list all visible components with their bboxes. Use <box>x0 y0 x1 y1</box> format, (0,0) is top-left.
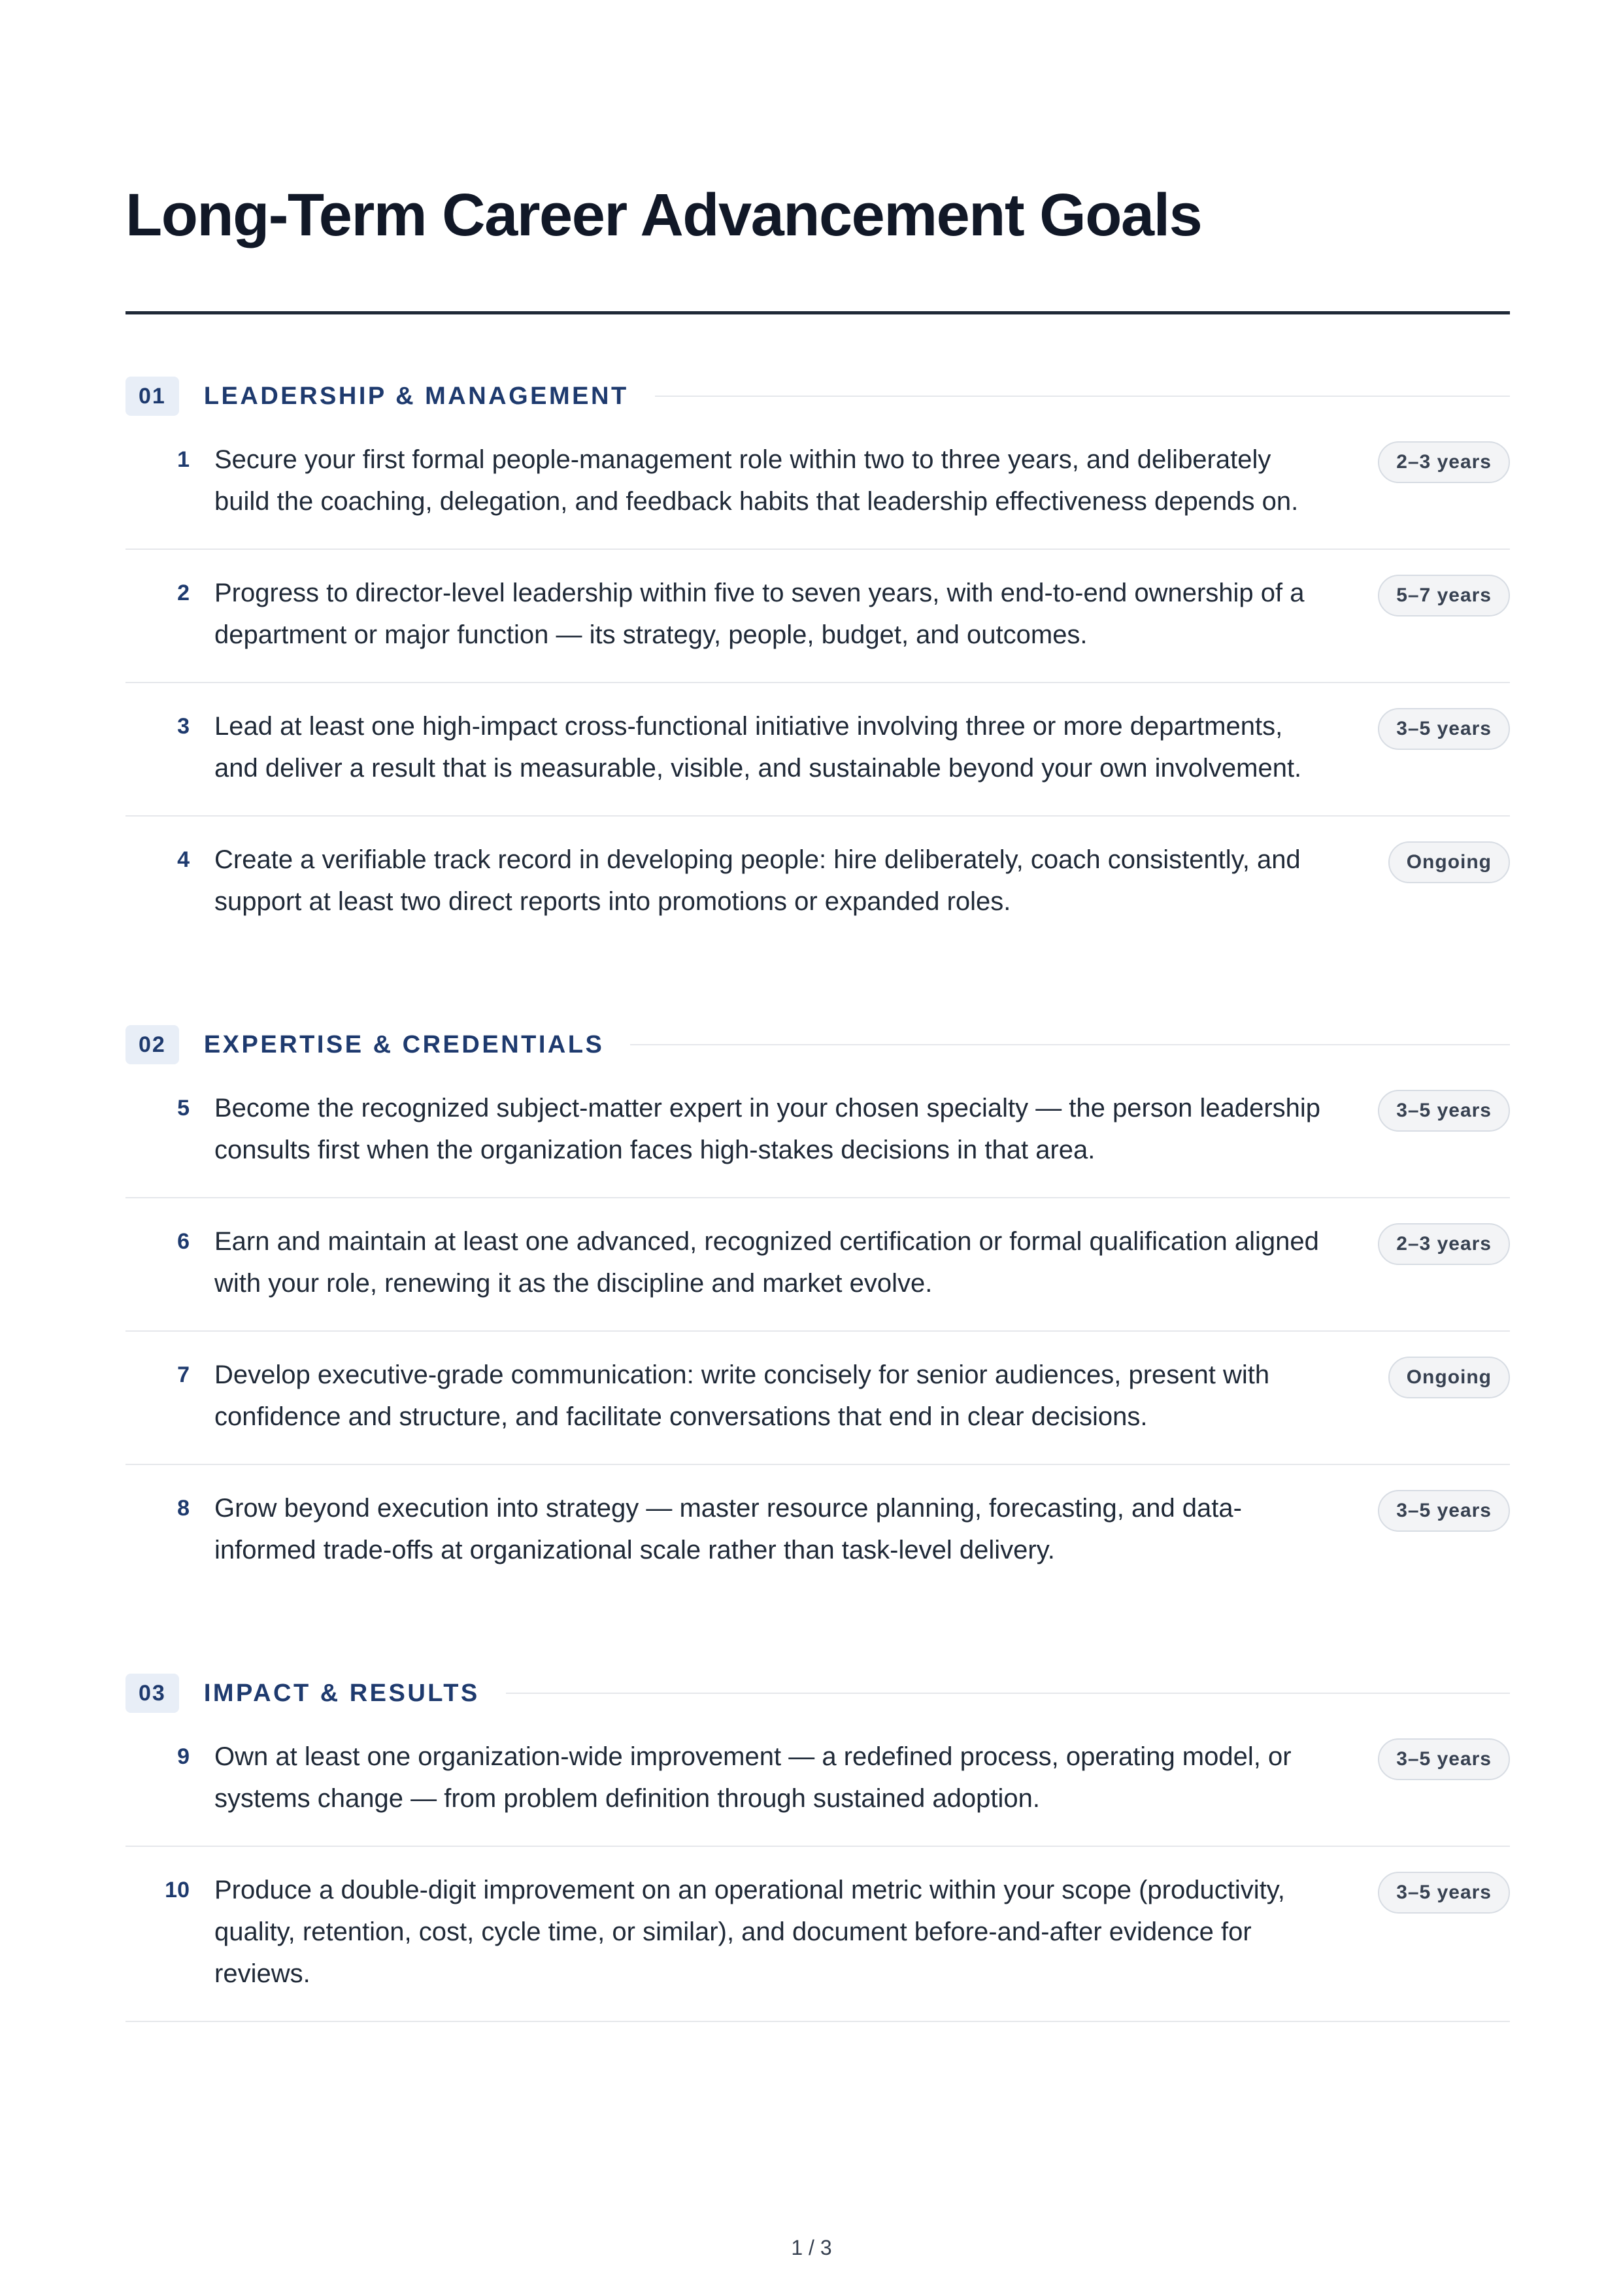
section-header <box>125 1024 1510 1065</box>
section-number: 02 <box>125 1025 179 1064</box>
section-title: IMPACT & RESULTS <box>203 1679 480 1707</box>
goal-text: Secure your first formal people-management role within two to three years, and deliberately build the coaching, delegation, and feedback habits that leadership effectiveness depends on. <box>214 445 1299 516</box>
goal-item <box>125 1465 1510 1597</box>
section-title: LEADERSHIP & MANAGEMENT <box>203 382 629 410</box>
goal-text: Produce a double-digit improvement on an operational metric within your scope (productivity, quality, retention, cost, cycle time, or similar), and document before-and-after evidence for reviews. <box>214 1876 1285 1988</box>
goal-text: Develop executive-grade communication: write concisely for senior audiences, present with confidence and structure, and facilitate conversations that end in clear decisions. <box>214 1360 1270 1431</box>
goal-item <box>125 1847 1510 2022</box>
timeframe-badge: 2–3 years <box>1378 1223 1510 1265</box>
timeframe-badge: 2–3 years <box>1378 441 1510 483</box>
goal-text: Earn and maintain at least one advanced, recognized certification or formal qualification aligned with your role, renewing it as the discipline and market evolve. <box>214 1227 1319 1298</box>
goal-item <box>125 1714 1510 1847</box>
section-divider <box>506 1693 1510 1694</box>
goal-item <box>125 550 1510 683</box>
goal-text: Progress to director-level leadership within five to seven years, with end-to-end ownership of a department or major function — its strategy, people, budget, and outcomes. <box>214 579 1305 649</box>
goal-text: Become the recognized subject-matter expert in your chosen specialty — the person leadership consults first when the organization faces high-stakes decisions in that area. <box>214 1094 1321 1164</box>
timeframe-badge: Ongoing <box>1388 841 1510 883</box>
goal-number: 5 <box>177 1096 190 1121</box>
goal-text: Create a verifiable track record in developing people: hire deliberately, coach consistently, and support at least two direct reports into promotions or expanded roles. <box>214 845 1301 916</box>
title-divider <box>125 311 1510 314</box>
document-page <box>125 0 1510 2022</box>
goal-text: Own at least one organization-wide improvement — a redefined process, operating model, or systems change — from problem definition through sustained adoption. <box>214 1742 1292 1813</box>
goal-number: 9 <box>177 1744 190 1769</box>
section-impact <box>125 1673 1510 2022</box>
goal-number: 8 <box>177 1496 190 1521</box>
page-number: 1 / 3 <box>791 2236 832 2259</box>
section-leadership <box>125 376 1510 949</box>
section-header <box>125 376 1510 416</box>
section-divider <box>630 1044 1510 1045</box>
timeframe-badge: 3–5 years <box>1378 1090 1510 1132</box>
goal-number: 1 <box>177 447 190 472</box>
goal-number: 7 <box>177 1362 190 1387</box>
page-title: Long-Term Career Advancement Goals <box>125 182 1202 248</box>
timeframe-badge: 3–5 years <box>1378 1872 1510 1914</box>
section-divider <box>655 396 1510 397</box>
timeframe-badge: 5–7 years <box>1378 575 1510 616</box>
section-expertise <box>125 1024 1510 1597</box>
section-header <box>125 1673 1510 1714</box>
goal-number: 2 <box>177 581 190 605</box>
section-number: 03 <box>125 1674 179 1713</box>
goal-text: Lead at least one high-impact cross-functional initiative involving three or more departments, and deliver a result that is measurable, visible, and sustainable beyond your own involvement. <box>214 712 1302 783</box>
goal-number: 4 <box>177 847 190 872</box>
goal-item <box>125 683 1510 817</box>
section-title: EXPERTISE & CREDENTIALS <box>203 1030 605 1058</box>
goal-item <box>125 1198 1510 1332</box>
goal-item <box>125 416 1510 550</box>
goal-item <box>125 817 1510 949</box>
timeframe-badge: 3–5 years <box>1378 708 1510 750</box>
goal-item <box>125 1065 1510 1198</box>
goal-text: Grow beyond execution into strategy — master resource planning, forecasting, and data-informed trade-offs at organizational scale rather than task-level delivery. <box>214 1494 1242 1564</box>
timeframe-badge: 3–5 years <box>1378 1490 1510 1532</box>
goal-number: 3 <box>177 714 190 739</box>
goal-item <box>125 1332 1510 1465</box>
section-number: 01 <box>125 377 179 416</box>
timeframe-badge: 3–5 years <box>1378 1738 1510 1780</box>
timeframe-badge: Ongoing <box>1388 1357 1510 1398</box>
goal-number: 10 <box>165 1878 190 1902</box>
goal-number: 6 <box>177 1229 190 1254</box>
